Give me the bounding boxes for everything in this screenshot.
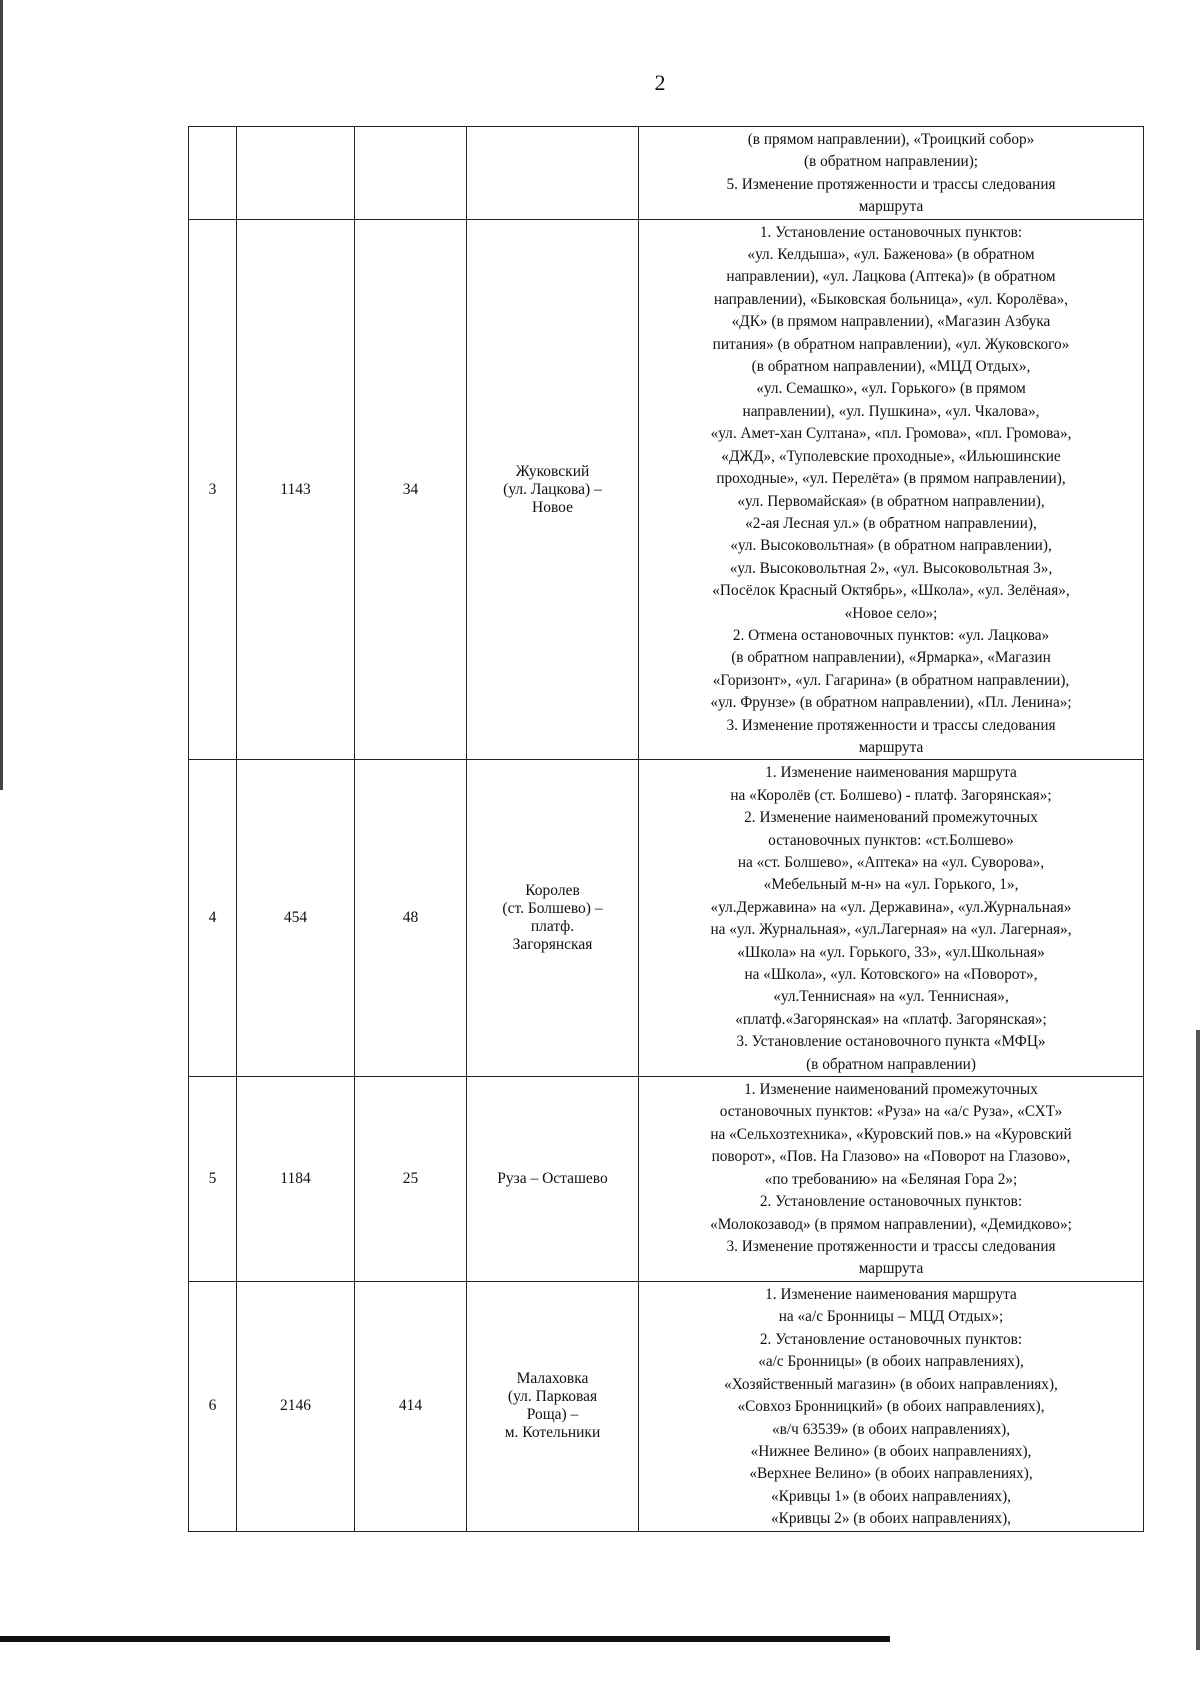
changes-line: 3. Изменение протяженности и трассы следования xyxy=(726,1237,1056,1255)
registration-number-cell xyxy=(237,127,355,220)
route-name-line: Малаховка xyxy=(516,1370,589,1388)
row-number-cell xyxy=(189,127,237,220)
changes-line: «Совхоз Бронницкий» (в обоих направлениях), xyxy=(737,1398,1045,1416)
route-name-line: Руза – Осташево xyxy=(497,1170,608,1188)
route-number-cell: 414 xyxy=(355,1282,467,1531)
routes-table xyxy=(188,126,1144,1532)
changes-line: проходные», «ул. Перелёта» (в прямом направлении), xyxy=(716,470,1066,488)
changes-line: маршрута xyxy=(858,198,924,216)
changes-line: «ул. Высоковольтная» (в обратном направлении), xyxy=(730,537,1052,555)
changes-line: «Горизонт», «ул. Гагарина» (в обратном направлении), xyxy=(712,671,1070,689)
changes-line: «ДЖД», «Туполевские проходные», «Ильюшинские xyxy=(721,447,1061,465)
routes-table-body xyxy=(189,127,1144,1532)
changes-line: «ул.Державина» на «ул. Державина», «ул.Журнальная» xyxy=(710,898,1072,916)
route-name-line: (ул. Лацкова) – xyxy=(503,480,602,498)
route-number-cell xyxy=(355,127,467,220)
changes-line: «Мебельный м-н» на «ул. Горького, 1», xyxy=(763,876,1019,894)
row-number-cell: 6 xyxy=(189,1282,237,1531)
changes-line: (в обратном направлении); xyxy=(803,153,979,171)
changes-line: 3. Установление остановочного пункта «МФЦ» xyxy=(736,1033,1046,1051)
table-row xyxy=(189,1077,1144,1282)
changes-line: «в/ч 63539» (в обоих направлениях), xyxy=(771,1420,1011,1438)
changes-line: 1. Изменение наименования маршрута xyxy=(765,764,1017,782)
table-row xyxy=(189,760,1144,1077)
changes-line: 3. Изменение протяженности и трассы следования xyxy=(726,716,1056,734)
changes-line: на «ул. Журнальная», «ул.Лагерная» на «ул. Лагерная», xyxy=(710,921,1072,939)
route-name-line: Загорянская xyxy=(512,936,593,954)
changes-line: «ул. Фрунзе» (в обратном направлении), «Пл. Ленина»; xyxy=(710,694,1072,712)
changes-line: 2. Установление остановочных пунктов: xyxy=(759,1193,1023,1211)
route-name-line: Роща) – xyxy=(526,1406,579,1424)
changes-line: маршрута xyxy=(858,1260,924,1278)
changes-line: «Кривцы 1» (в обоих направлениях), xyxy=(770,1487,1011,1505)
changes-cell xyxy=(639,127,1144,220)
changes-line: на «ст. Болшево», «Аптека» на «ул. Суворова», xyxy=(737,854,1045,871)
changes-line: «ул. Семашко», «ул. Горького» (в прямом xyxy=(756,380,1026,398)
changes-cell xyxy=(639,760,1144,1077)
changes-line: остановочных пунктов: «Руза» на «а/с Руза», «СХТ» xyxy=(719,1103,1063,1121)
changes-line: 1. Изменение наименований промежуточных xyxy=(744,1081,1038,1099)
changes-line: (в обратном направлении) xyxy=(806,1055,976,1073)
scan-edge-right xyxy=(1196,1030,1200,1650)
row-number-cell: 5 xyxy=(189,1077,237,1282)
changes-line: 1. Установление остановочных пунктов: xyxy=(759,223,1023,241)
route-name-line: Королев xyxy=(525,882,580,900)
changes-line: «ул. Амет-хан Султана», «пл. Громова», «пл. Громова», xyxy=(710,425,1072,443)
table-row xyxy=(189,127,1144,220)
changes-line: остановочных пунктов: «ст.Болшево» xyxy=(768,831,1014,849)
changes-line: «Верхнее Велино» (в обоих направлениях), xyxy=(749,1465,1033,1483)
changes-line: «Новое село»; xyxy=(844,604,938,622)
changes-line: (в прямом направлении), «Троицкий собор» xyxy=(747,131,1035,148)
changes-line: (в обратном направлении), «Ярмарка», «Магазин xyxy=(731,649,1051,667)
row-number-cell: 3 xyxy=(189,219,237,760)
route-name-line: (ул. Парковая xyxy=(507,1388,598,1406)
changes-line: «ул. Высоковольтная 2», «ул. Высоковольтная 3», xyxy=(729,559,1053,577)
changes-line: (в обратном направлении), «МЦД Отдых», xyxy=(751,358,1031,376)
changes-line: направлении), «ул. Пушкина», «ул. Чкалова», xyxy=(742,402,1040,420)
changes-line: направлении), «Быковская больница», «ул. Королёва», xyxy=(713,290,1069,308)
route-number-cell: 25 xyxy=(355,1077,467,1282)
table-row xyxy=(189,219,1144,760)
changes-cell xyxy=(639,219,1144,760)
route-name-cell xyxy=(467,760,639,1077)
changes-line: на «Королёв (ст. Болшево) - платф. Загорянская»; xyxy=(730,786,1052,804)
changes-line: «Хозяйственный магазин» (в обоих направлениях), xyxy=(724,1375,1058,1393)
changes-line: направлении), «ул. Лацкова (Аптека)» (в обратном xyxy=(726,268,1056,286)
changes-line: на «а/с Бронницы – МЦД Отдых»; xyxy=(778,1308,1004,1326)
route-name-cell xyxy=(467,219,639,760)
route-name-cell xyxy=(467,127,639,220)
changes-line: «по требованию» на «Беляная Гора 2»; xyxy=(764,1170,1018,1188)
changes-line: «платф.«Загорянская» на «платф. Загорянская»; xyxy=(735,1010,1047,1028)
route-number-cell: 34 xyxy=(355,219,467,760)
route-name-cell xyxy=(467,1077,639,1282)
changes-line: «Школа» на «ул. Горького, 33», «ул.Школьная» xyxy=(737,943,1045,961)
changes-line: 2. Установление остановочных пунктов: xyxy=(759,1330,1023,1348)
changes-line: на «Школа», «ул. Котовского» на «Поворот», xyxy=(744,966,1038,984)
changes-line: «Молокозавод» (в прямом направлении), «Демидково»; xyxy=(710,1215,1072,1233)
route-name-cell xyxy=(467,1282,639,1531)
changes-line: 2. Отмена остановочных пунктов: «ул. Лацкова» xyxy=(732,626,1050,644)
changes-line: 5. Изменение протяженности и трассы следования xyxy=(726,175,1056,193)
changes-cell xyxy=(639,1077,1144,1282)
changes-line: поворот», «Пов. На Глазово» на «Поворот на Глазово», xyxy=(711,1148,1071,1166)
registration-number-cell: 2146 xyxy=(237,1282,355,1531)
changes-line: «ДК» (в прямом направлении), «Магазин Азбука xyxy=(731,313,1051,331)
changes-line: «ул.Теннисная» на «ул. Теннисная», xyxy=(773,988,1009,1006)
route-name-line: м. Котельники xyxy=(504,1424,601,1442)
route-name-line: Жуковский xyxy=(515,462,590,480)
registration-number-cell: 1143 xyxy=(237,219,355,760)
changes-line: на «Сельхозтехника», «Куровский пов.» на «Куровский xyxy=(710,1125,1072,1143)
changes-line: питания» (в обратном направлении), «ул. Жуковского» xyxy=(712,335,1070,353)
registration-number-cell: 1184 xyxy=(237,1077,355,1282)
changes-line: «2-ая Лесная ул.» (в обратном направлении), xyxy=(745,514,1037,532)
page-number: 2 xyxy=(654,70,666,95)
changes-line: «ул. Первомайская» (в обратном направлении), xyxy=(737,492,1045,510)
scan-edge-left xyxy=(0,0,3,790)
registration-number-cell: 454 xyxy=(237,760,355,1077)
changes-line: «Нижнее Велино» (в обоих направлениях), xyxy=(750,1442,1032,1460)
changes-cell xyxy=(639,1282,1144,1531)
changes-line: 1. Изменение наименования маршрута xyxy=(765,1286,1017,1304)
route-number-cell: 48 xyxy=(355,760,467,1077)
changes-line: маршрута xyxy=(858,738,924,756)
changes-line: «ул. Келдыша», «ул. Баженова» (в обратном xyxy=(747,246,1035,264)
route-name-line: (ст. Болшево) – xyxy=(502,900,603,918)
changes-line: «а/с Бронницы» (в обоих направлениях), xyxy=(758,1353,1024,1371)
changes-line: 2. Изменение наименований промежуточных xyxy=(744,809,1038,827)
changes-line: «Кривцы 2» (в обоих направлениях), xyxy=(770,1510,1011,1528)
changes-line: «Посёлок Красный Октябрь», «Школа», «ул. Зелёная», xyxy=(712,582,1070,600)
route-name-line: Новое xyxy=(532,498,573,516)
row-number-cell: 4 xyxy=(189,760,237,1077)
scan-bar-bottom xyxy=(0,1636,890,1642)
route-name-line: платф. xyxy=(530,918,575,936)
table-row xyxy=(189,1282,1144,1531)
